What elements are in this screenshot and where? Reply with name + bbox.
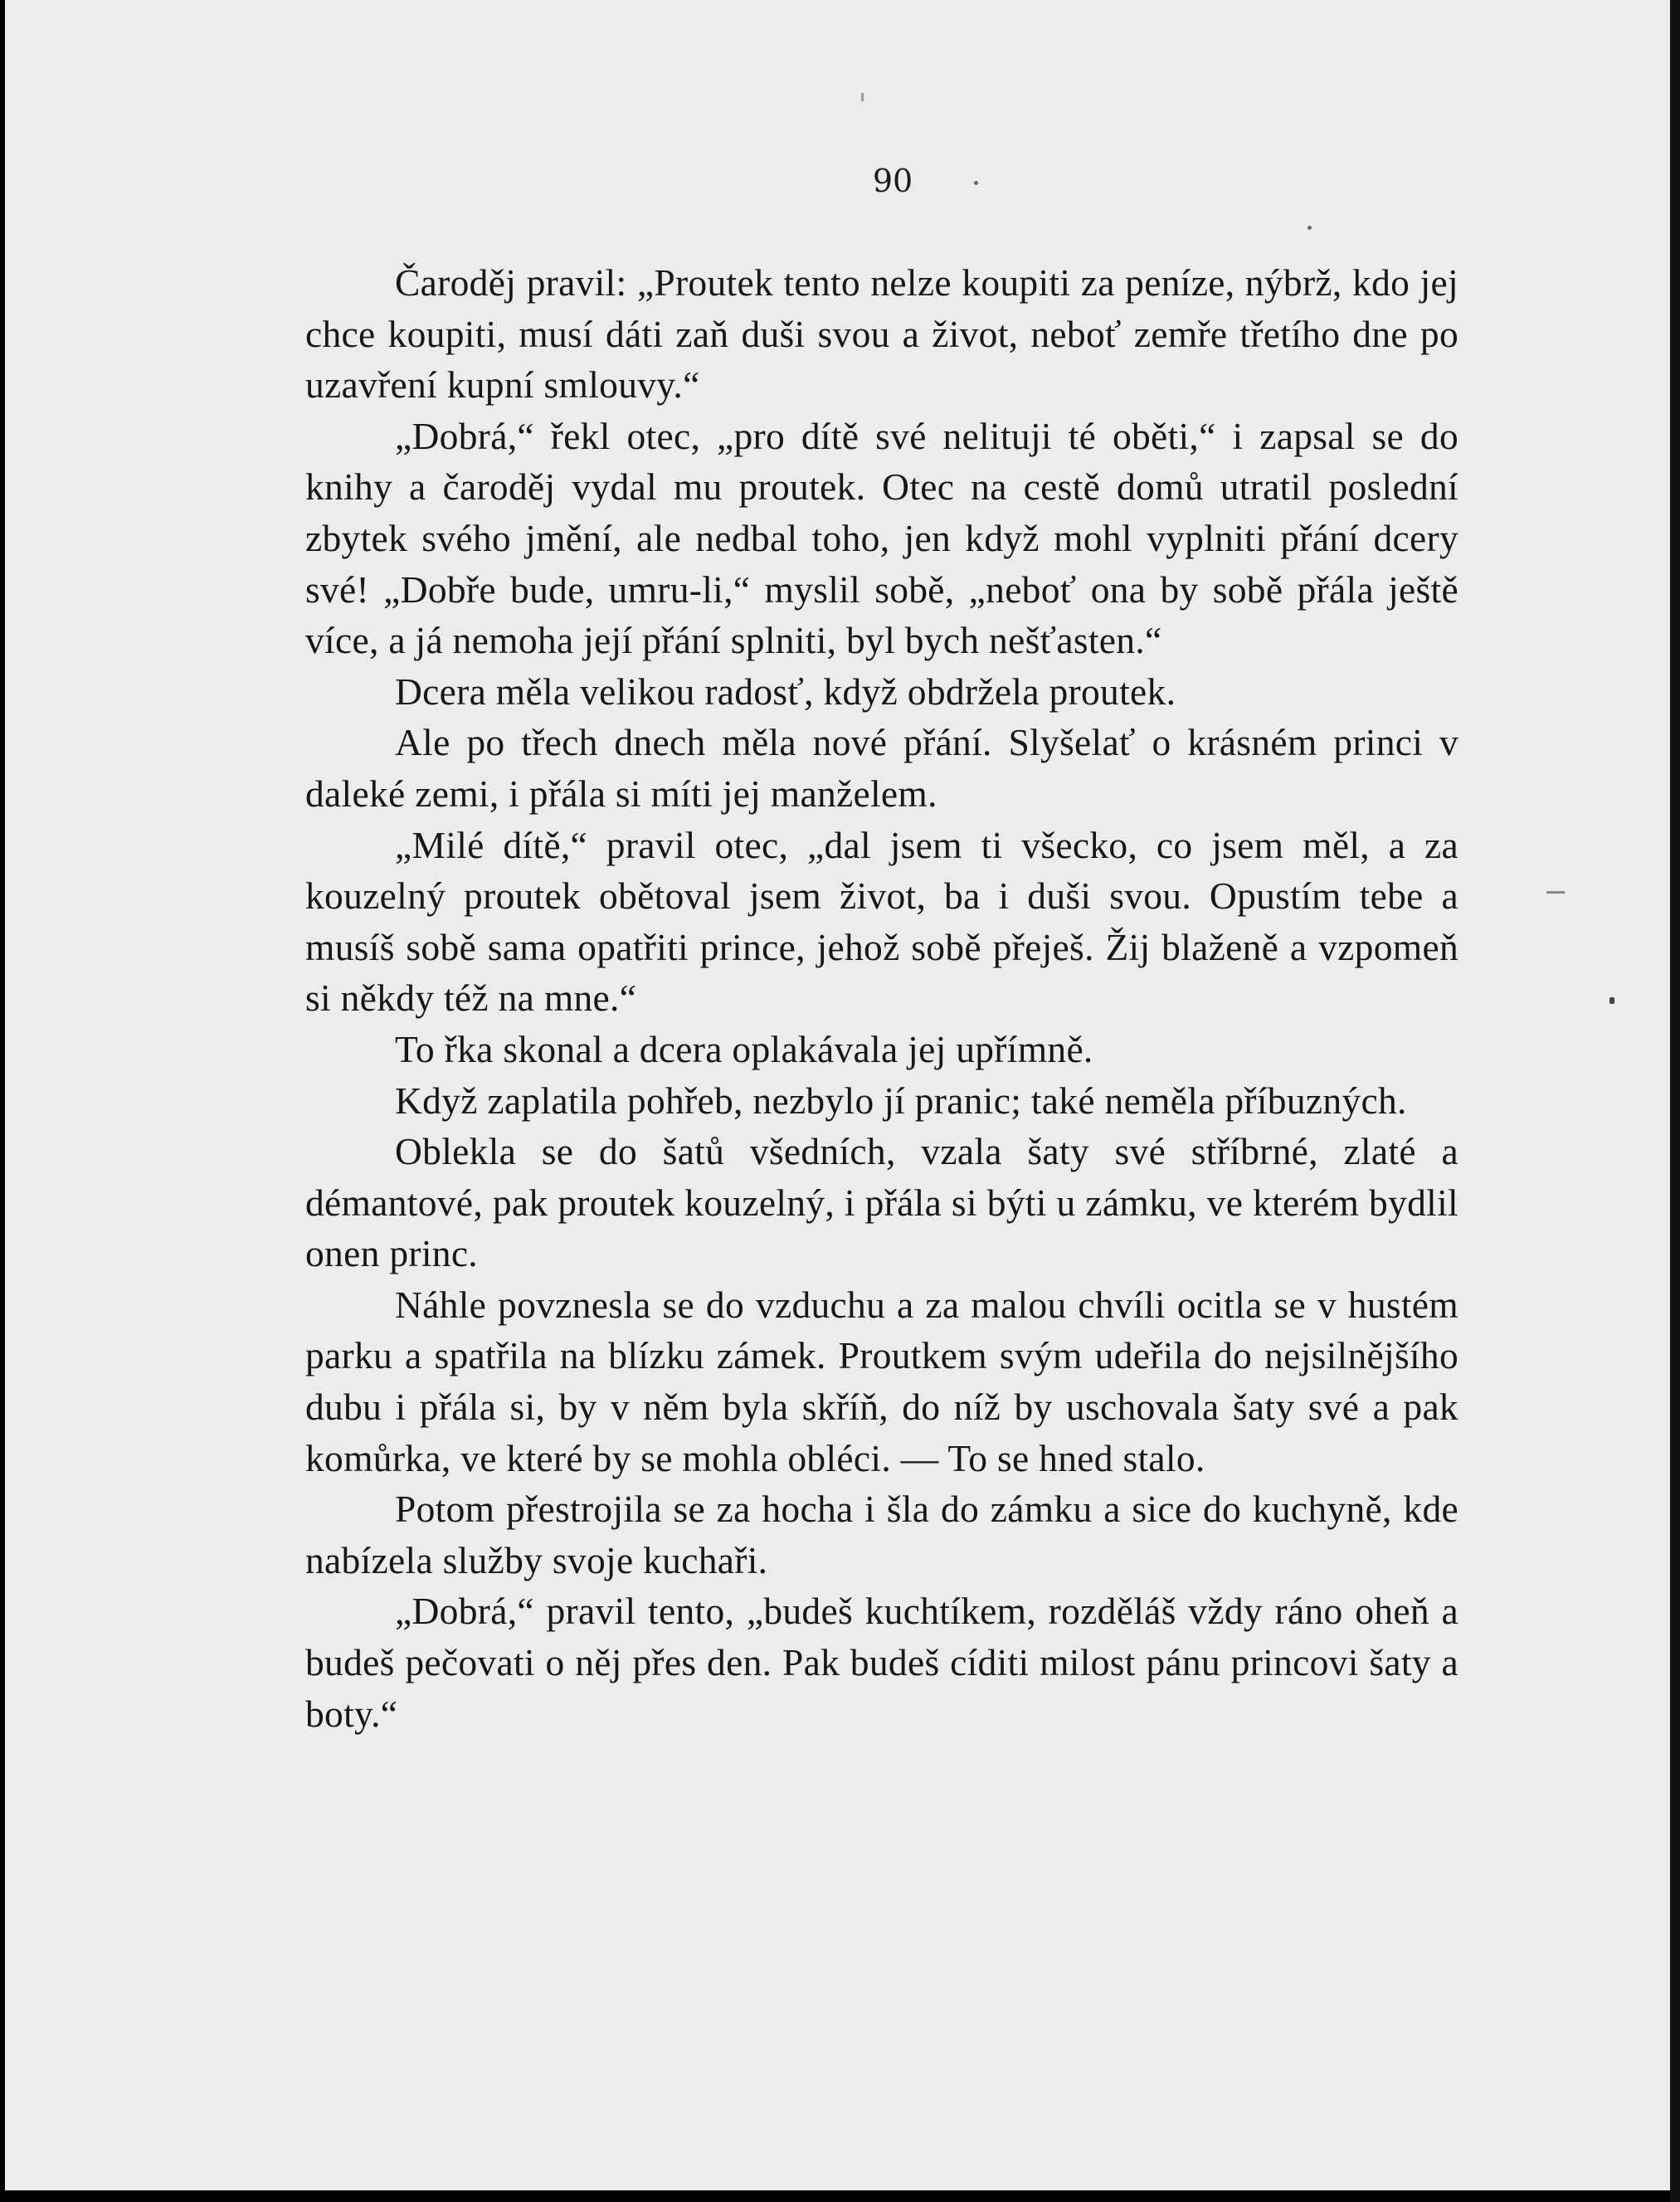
scan-speck (1307, 226, 1312, 230)
paragraph: Oblekla se do šatů všedních, vzala šaty své stříbrné, zlaté a démantové, pak proutek kouzelný, i přála si býti u zámku, ve kterém bydlil onen princ. (305, 1130, 1458, 1275)
scan-speck (861, 93, 864, 101)
paragraph: Čaroděj pravil: „Proutek tento nelze koupiti za peníze, nýbrž, kdo jej chce koupiti, musí dáti zaň duši svou a život, neboť zemře třetího dne po uzavření kupní smlouvy.“ (305, 261, 1458, 407)
book-page (5, 0, 1670, 2190)
page-edge (1670, 0, 1680, 2202)
scan-speck (974, 181, 978, 185)
paragraph: Dcera měla velikou radosť, když obdržela proutek. (395, 670, 1176, 713)
body-text (305, 257, 1458, 1739)
paragraph: Náhle povznesla se do vzduchu a za malou chvíli ocitla se v hustém parku a spatřila na blízku zámek. Proutkem svým udeřila do nejsilnějšího dubu i přála si, by v něm byla skříň, do níž by uschovala šaty své a pak komůrka, ve které by se mohla obléci. — To se hned stalo. (305, 1283, 1458, 1479)
page-number: 90 (872, 163, 913, 199)
paragraph: Když zaplatila pohřeb, nezbylo jí pranic; také neměla příbuzných. (395, 1079, 1407, 1122)
paragraph: Ale po třech dnech měla nové přání. Slyšelať o krásném princi v daleké zemi, i přála si míti jej manželem. (305, 721, 1458, 815)
paragraph: Potom přestrojila se za hocha i šla do zámku a sice do kuchyně, kde nabízela služby svoje kuchaři. (305, 1488, 1458, 1581)
scan-speck (1546, 891, 1565, 894)
paragraph: To řka skonal a dcera oplakávala jej upřímně. (395, 1027, 1093, 1070)
paragraph: „Dobrá,“ pravil tento, „budeš kuchtíkem, rozděláš vždy ráno oheň a budeš pečovati o něj přes den. Pak budeš cíditi milost pánu princovi šaty a boty.“ (305, 1590, 1458, 1735)
scan-speck (1609, 997, 1614, 1004)
paragraph: „Dobrá,“ řekl otec, „pro dítě své nelituji té oběti,“ i zapsal se do knihy a čaroděj vydal mu proutek. Otec na cestě domů utratil poslední zbytek svého jmění, ale nedbal toho, jen když mohl vyplniti přání dcery své! „Dobře bude, umru-li,“ myslil sobě, „neboť ona by sobě přála ještě více, a já nemoha její přání splniti, byl bych nešťasten.“ (305, 414, 1458, 662)
paragraph: „Milé dítě,“ pravil otec, „dal jsem ti všecko, co jsem měl, a za kouzelný proutek obětoval jsem život, ba i duši svou. Opustím tebe a musíš sobě sama opatřiti prince, jehož sobě přeješ. Žij blaženě a vzpomeň si někdy též na mne.“ (305, 823, 1458, 1020)
